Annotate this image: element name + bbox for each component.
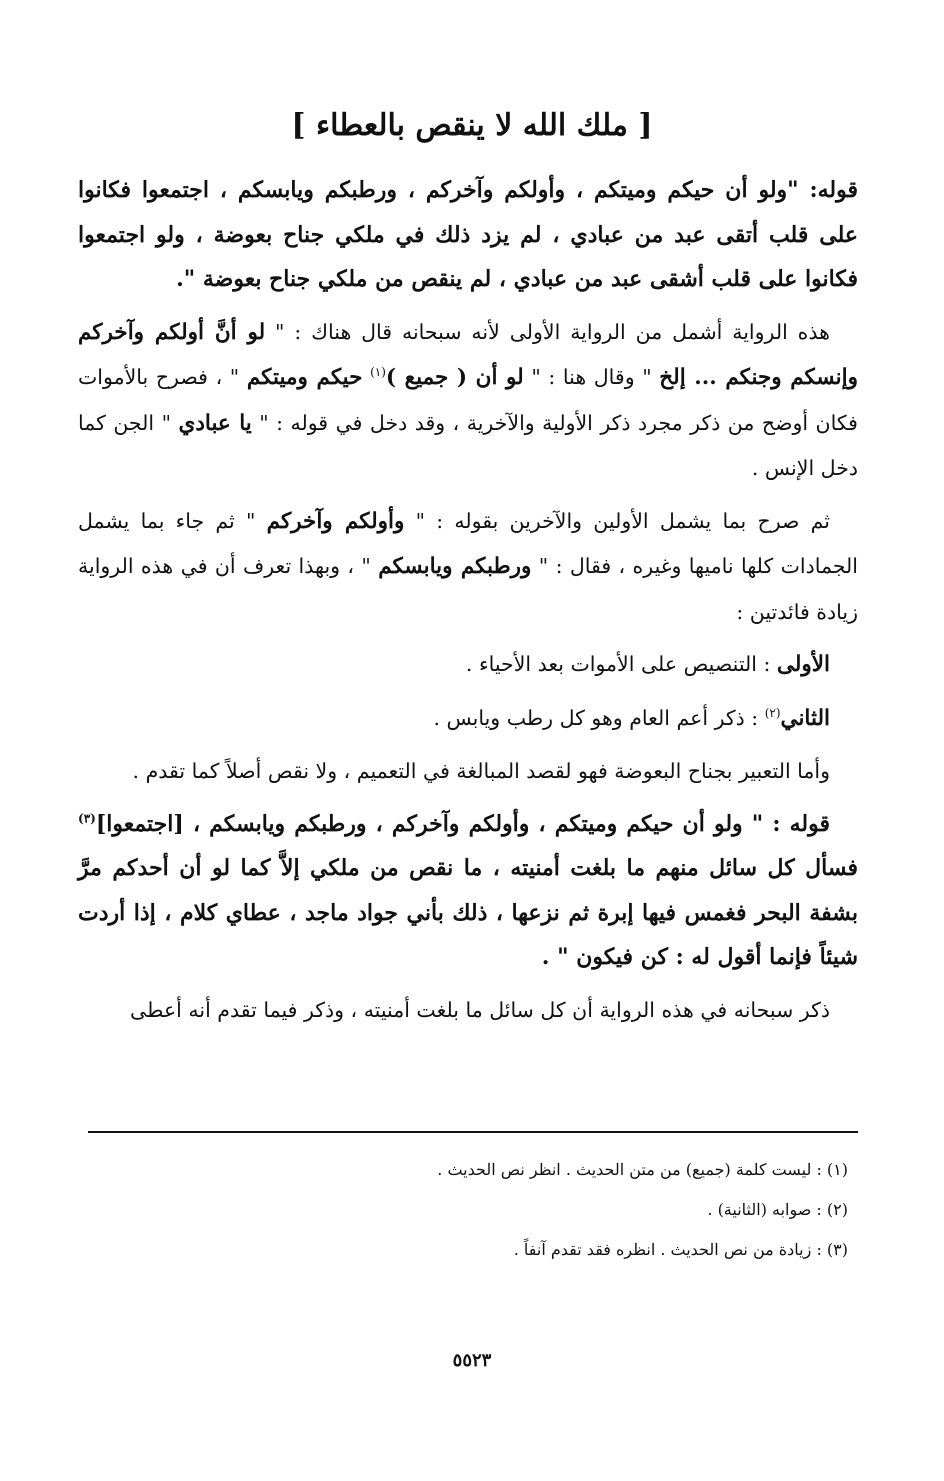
footnote-2: (٢) : صوابه (الثانية) . (707, 1200, 848, 1219)
commentary-paragraph-4: ذكر سبحانه في هذه الرواية أن كل سائل ما بلغت أمنيته ، وذكر فيما تقدم أنه أعطى (130, 997, 830, 1022)
benefit-second: الثاني$^{(٢)}$ : ذكر أعم العام وهو كل رطب ويابس . (433, 705, 830, 731)
commentary-paragraph-1: هذه الرواية أشمل من الرواية الأولى لأنه سبحانه قال هناك : " لو أنَّ أولكم وآخركم وإنسكم وجنكم ... إلخ " وقال هنا : " لو أن ( جميع )$^{(١)}$ حيكم وميتكم " ، فصرح بالأموات فكان أوضح من ذكر مجرد ذكر الأولية والآخرية ، وقد دخل في قوله : " يا عبادي " الجن كما دخل الإنس . (78, 319, 858, 480)
footnotes (88, 1150, 858, 1270)
commentary-paragraph-2: ثم صرح بما يشمل الأولين والآخرين بقوله : " وأولكم وآخركم " ثم جاء بما يشمل الجمادات كلها ناميها وغيره ، فقال : " ورطبكم ويابسكم " ، وبهذا تعرف أن في هذه الرواية زيادة فائدتين : (78, 508, 858, 624)
page-number: ٥٥٢٣ (452, 1350, 492, 1371)
commentary-paragraph-3: وأما التعبير بجناح البعوضة فهو لقصد المبالغة في التعميم ، ولا نقص أصلاً كما تقدم . (132, 759, 830, 783)
section-heading: [ ملك الله لا ينقص بالعطاء ] (291, 108, 653, 143)
footnote-1: (١) : ليست كلمة (جميع) من متن الحديث . انظر نص الحديث . (437, 1160, 848, 1179)
hadith-quote-1: قوله: "ولو أن حيكم وميتكم ، وأولكم وآخركم ، ورطبكم ويابسكم ، اجتمعوا فكانوا على قلب أتقى عبد من عبادي ، لم يزد ذلك في ملكي جناح بعوضة ، ولو اجتمعوا فكانوا على قلب أشقى عبد من عبادي ، لم ينقص من ملكي جناح بعوضة ". (78, 177, 858, 292)
footnote-ref-1: (١) (370, 365, 386, 380)
footnote-ref-2: (٢) (764, 705, 781, 720)
main-text (78, 168, 858, 1040)
footnote-3: (٣) : زيادة من نص الحديث . انظره فقد تقدم آنفاً . (513, 1240, 848, 1259)
footnote-ref-3: (٣) (78, 811, 96, 826)
footnote-divider (88, 1131, 858, 1133)
benefit-first: الأولى : التنصيص على الأموات بعد الأحياء . (465, 652, 830, 677)
hadith-quote-2: قوله : " ولو أن حيكم وميتكم ، وأولكم وآخركم ، ورطبكم ويابسكم ، [اجتمعوا]$^{(٣)}$ فسأل كل سائل منهم ما بلغت أمنيته ، ما نقص من ملكي إلاَّ كما لو أن أحدكم مرَّ بشفة البحر فغمس فيها إبرة ثم نزعها ، ذلك بأني جواد ماجد ، عطاي كلام ، إذا أردت شيئاً فإنما أقول له : كن فيكون " . (78, 810, 859, 970)
